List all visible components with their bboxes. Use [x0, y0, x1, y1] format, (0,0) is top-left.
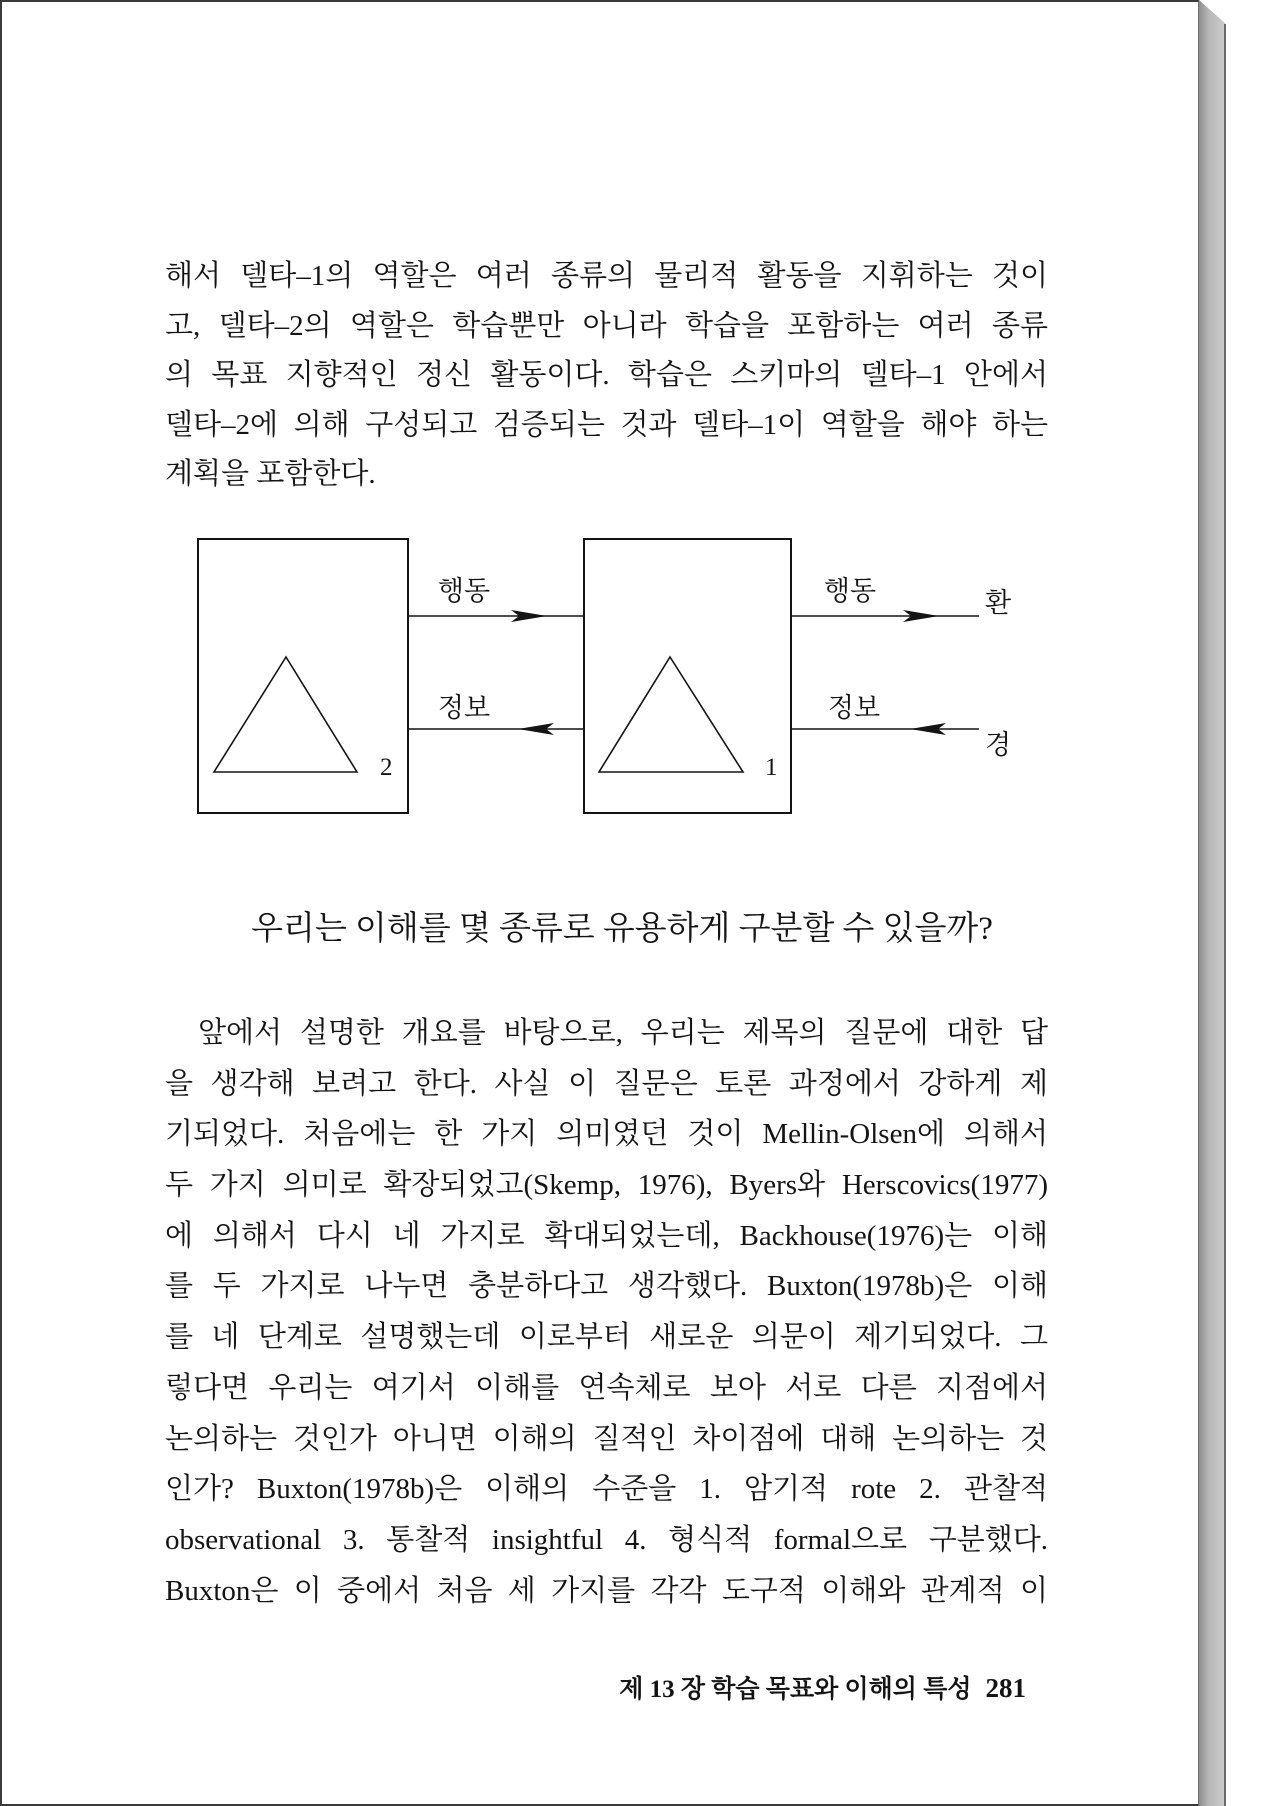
text-line: 두 가지 의미로 확장되었고(Skemp, 1976), Byers와 Herscovics(1977) [165, 1169, 1048, 1202]
inner-info-label: 정보 [437, 693, 491, 723]
intro-paragraph [165, 252, 1048, 500]
text-line: 을 생각해 보려고 한다. 사실 이 질문은 토론 과정에서 강하게 제 [165, 1067, 1048, 1100]
text-line: 를 두 가지로 나누면 충분하다고 생각했다. Buxton(1978b)은 이해 [165, 1270, 1048, 1303]
outer-info-label: 정보 [827, 693, 881, 723]
text-line: 해서 델타–1의 역할은 여러 종류의 물리적 활동을 지휘하는 것이 [165, 260, 1048, 292]
environment-label-bottom: 경 [985, 730, 1012, 760]
delta-2-number: 2 [380, 754, 393, 781]
delta-1-number: 1 [765, 754, 778, 781]
environment-label-top: 환 [985, 588, 1012, 618]
page-edge-shadow [1199, 0, 1226, 1806]
page-edge-line [1224, 24, 1226, 1806]
delta-2-triangle [214, 657, 357, 772]
text-line: 앞에서 설명한 개요를 바탕으로, 우리는 제목의 질문에 대한 답 [198, 1017, 1048, 1049]
text-line: 에 의해서 다시 네 가지로 확대되었는데, Backhouse(1976)는 이해 [165, 1219, 1048, 1252]
text-line: 를 네 단계로 설명했는데 이로부터 새로운 의문이 제기되었다. 그 [165, 1321, 1048, 1354]
text-line: 의 목표 지향적인 정신 활동이다. 학습은 스키마의 델타–1 안에서 [165, 359, 1048, 391]
text-line: 기되었다. 처음에는 한 가지 의미였던 것이 Mellin-Olsen에 의해서 [165, 1118, 1048, 1151]
text-line: 델타–2에 의해 구성되고 검증되는 것과 델타–1이 역할을 해야 하는 [165, 408, 1048, 441]
text-line: 렇다면 우리는 여기서 이해를 연속체로 보아 서로 다른 지점에서 [165, 1371, 1048, 1404]
text-line: 인가? Buxton(1978b)은 이해의 수준을 1. 암기적 rote 2. 관찰적 [165, 1473, 1048, 1506]
delta-1-triangle [599, 657, 743, 772]
main-paragraph [165, 1008, 1048, 1616]
schema-delta-diagram [190, 530, 1030, 830]
page-number: 281 [985, 1673, 1026, 1703]
text-line: 논의하는 것인가 아니면 이해의 질적인 차이점에 대해 논의하는 것 [165, 1422, 1048, 1455]
section-heading: 우리는 이해를 몇 종류로 유용하게 구분할 수 있을까? [251, 911, 993, 947]
text-line: observational 3. 통찰적 insightful 4. 형식적 formal으로 구분했다. [165, 1523, 1048, 1556]
chapter-title: 제 13 장 학습 목표와 이해의 특성 [619, 1676, 972, 1703]
running-footer [560, 1668, 1026, 1708]
text-line: 계획을 포함한다. [165, 458, 376, 490]
text-line: 고, 델타–2의 역할은 학습뿐만 아니라 학습을 포함하는 여러 종류 [165, 309, 1048, 342]
outer-action-label: 행동 [823, 576, 877, 606]
text-line: Buxton은 이 중에서 처음 세 가지를 각각 도구적 이해와 관계적 이 [165, 1574, 1048, 1607]
inner-action-label: 행동 [437, 576, 491, 606]
